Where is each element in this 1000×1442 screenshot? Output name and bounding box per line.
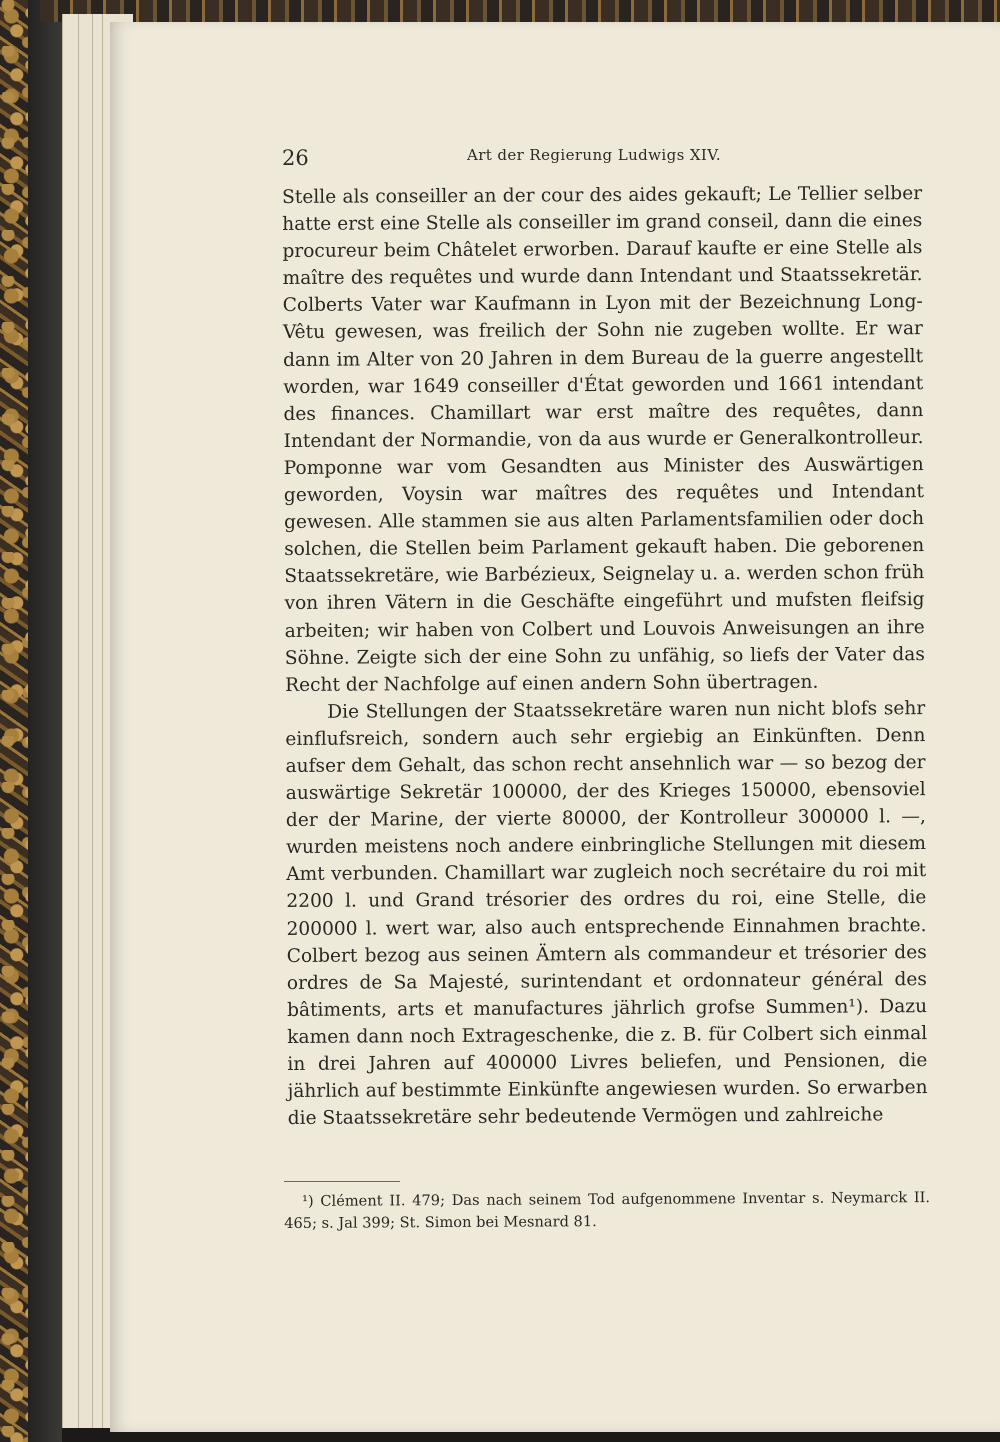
running-head: Art der Regierung Ludwigs XIV.	[467, 146, 722, 164]
paragraph: Die Stellungen der Staatssekretäre waren nun nicht blofs sehr einflufsreich, sondern auch sehr ergiebig an Einkünften. Denn aufser dem Gehalt, das schon recht ansehnlich war — so bezog der auswärtige Sekretär 100000, der des Krieges 150000, ebensoviel der der Marine, der vierte 80000, der Kontrolleur 300000 l. —, wurden meistens noch andere einbringliche Stellungen mit diesem Amt verbunden. Chamillart war zugleich noch secrétaire du roi mit 2200 l. und Grand trésorier des ordres du roi, eine Stelle, die 200000 l. wert war, also auch entsprechende Einnahmen brachte. Colbert bezog aus seinen Ämtern als commandeur et trésorier des ordres de Sa Majesté, surintendant et ordonnateur général des bâtiments, arts et manufactures jährlich grofse Summen¹). Dazu kamen dann noch Extrageschenke, die z. B. für Colbert sich einmal in drei Jahren auf 400000 Livres beliefen, und Pensionen, die jährlich auf bestimmte Einkünfte angewiesen wurden. So erwarben die Staatssekretäre sehr bedeutende Vermögen und zahlreiche	[285, 697, 928, 1130]
book-top-edge	[40, 0, 1000, 22]
footnote	[284, 1187, 930, 1235]
paragraph: Stelle als conseiller an der cour des aides gekauft; Le Tellier selber hatte erst eine Stelle als conseiller im grand conseil, dann die eines procureur beim Châtelet erworben. Darauf kaufte er eine Stelle als maître des requêtes und wurde dann Intendant und Staatssekretär. Colberts Vater war Kaufmann in Lyon mit der Bezeichnung Long-Vêtu gewesen, was freilich der Sohn nie zugeben wollte. Er war dann im Alter von 20 Jahren in dem Bureau de la guerre angestellt worden, war 1649 conseiller d'État geworden und 1661 intendant des finances. Chamillart war erst maître des requêtes, dann Intendant der Normandie, von da aus wurde er Generalkontrolleur. Pomponne war vom Gesandten aus Minister des Auswärtigen geworden, Voysin war maîtres des requêtes und Intendant gewesen. Alle stammen sie aus alten Parlamentsfamilien oder doch solchen, die Stellen beim Parlament gekauft haben. Die geborenen Staatssekretäre, wie Barbézieux, Seignelay u. a. werden schon früh von ihren Vätern in die Geschäfte eingeführt und mufsten fleifsig arbeiten; wir haben von Colbert und Louvois Anweisungen an ihre Söhne. Zeigte sich der eine Sohn zu unfähig, so liefs der Vater das Recht der Nachfolge auf einen andern Sohn übertragen.	[282, 183, 925, 696]
footnote-rule	[284, 1181, 400, 1182]
book-spine-edge	[28, 0, 62, 1442]
page-number: 26	[282, 146, 309, 170]
body-text	[282, 180, 928, 1132]
footnote-text: ¹) Clément II. 479; Das nach seinem Tod aufgenommene Inventar s. Neymarck II. 465; s. Jal 399; St. Simon bei Mesnard 81.	[284, 1189, 931, 1232]
page-header	[282, 142, 932, 174]
